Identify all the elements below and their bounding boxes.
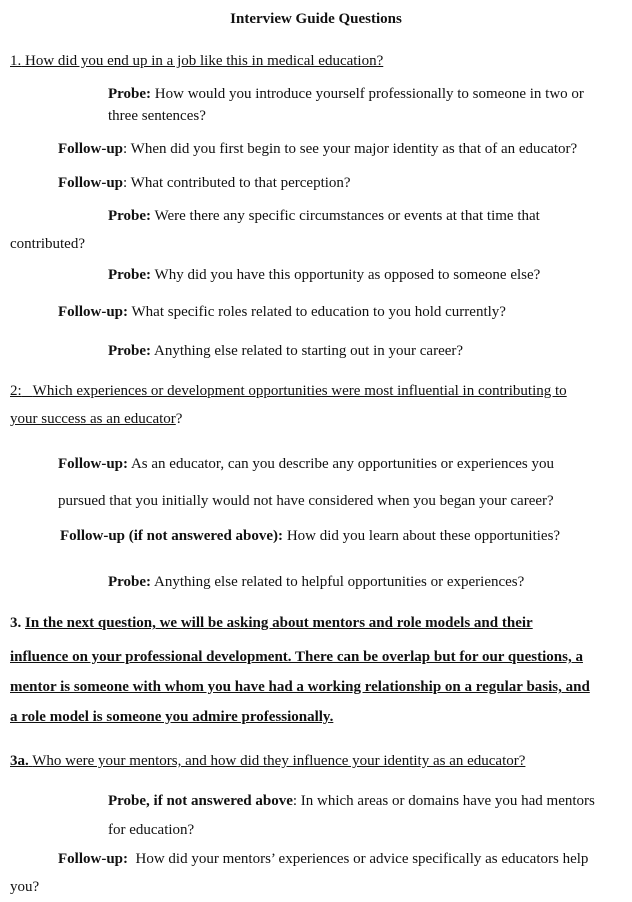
probe-label: Probe: [108, 267, 152, 283]
question-2-text: Which experiences or development opportunities were most influential in contributing to [32, 383, 567, 399]
q1-followup-2 [58, 174, 351, 192]
q1-followup-3 [58, 303, 506, 321]
question-2-cont [10, 410, 182, 428]
followup-label: Follow-up [58, 141, 124, 157]
probe-label: Probe, if not answered above [108, 793, 293, 809]
probe-text: Anything else related to starting out in your career? [153, 343, 464, 359]
question-1 [10, 52, 383, 70]
probe-label: Probe: [108, 574, 152, 590]
question-3-text: In the next question, we will be asking about mentors and role models and their [25, 615, 533, 631]
probe-label: Probe: [108, 208, 152, 224]
q1-probe-1-cont: three sentences? [108, 108, 206, 124]
q3a-followup-1-cont: you? [10, 879, 40, 895]
q2-followup-2 [60, 527, 560, 545]
followup-text: : When did you first begin to see your major identity as that of an educator? [123, 141, 578, 157]
followup-label: Follow-up: [58, 456, 129, 472]
q2-probe-1 [108, 573, 524, 591]
question-3-line-3: mentor is someone with whom you have had a working relationship on a regular basis, and [10, 679, 590, 695]
followup-text: What specific roles related to education to you hold currently? [131, 304, 506, 320]
question-2-text-cont: your success as an educator [10, 411, 176, 427]
question-1-text: How did you end up in a job like this in medical education? [25, 53, 384, 69]
q3a-probe-1-cont: for education? [108, 822, 195, 838]
followup-label: Follow-up (if not answered above): [60, 528, 284, 544]
q1-probe-3 [108, 266, 540, 284]
q1-probe-2-cont: contributed? [10, 236, 85, 252]
q1-probe-2 [108, 207, 540, 225]
followup-label: Follow-up: [58, 851, 129, 867]
probe-text: How would you introduce yourself professionally to someone in two or [154, 86, 584, 102]
question-3 [10, 614, 533, 632]
probe-label: Probe: [108, 86, 152, 102]
probe-text: : In which areas or domains have you had mentors [292, 793, 595, 809]
followup-text: How did your mentors’ experiences or advice specifically as educators help [135, 851, 589, 867]
q2-followup-1 [58, 455, 554, 473]
followup-text: As an educator, can you describe any opportunities or experiences you [130, 456, 554, 472]
question-3a-number: 3a. [10, 753, 29, 769]
q1-followup-1 [58, 140, 577, 158]
followup-label: Follow-up: [58, 304, 129, 320]
question-3-number: 3. [10, 615, 22, 631]
question-3-line-4: a role model is someone you admire professionally. [10, 709, 334, 725]
followup-text: How did you learn about these opportunities? [286, 528, 561, 544]
question-3a-text: Who were your mentors, and how did they influence your identity as an educator? [32, 753, 526, 769]
probe-text: Were there any specific circumstances or events at that time that [154, 208, 540, 224]
probe-text: Anything else related to helpful opportunities or experiences? [153, 574, 525, 590]
followup-text: : What contributed to that perception? [123, 175, 351, 191]
question-1-number: 1. [10, 53, 22, 69]
page-title: Interview Guide Questions [230, 11, 402, 27]
q1-probe-1 [108, 85, 584, 103]
question-3a [10, 752, 525, 770]
q3a-followup-1 [58, 850, 588, 868]
q3a-probe-1 [108, 792, 595, 810]
probe-text: Why did you have this opportunity as opposed to someone else? [154, 267, 541, 283]
q2-followup-1-cont: pursued that you initially would not have considered when you began your career? [58, 493, 554, 509]
question-2-number: 2: [10, 383, 22, 399]
question-3-line-2: influence on your professional development. There can be overlap but for our questions, a [10, 649, 583, 665]
q1-probe-4 [108, 342, 463, 360]
question-2 [10, 382, 567, 400]
probe-label: Probe: [108, 343, 152, 359]
question-2-mark: ? [175, 411, 183, 427]
followup-label: Follow-up [58, 175, 124, 191]
